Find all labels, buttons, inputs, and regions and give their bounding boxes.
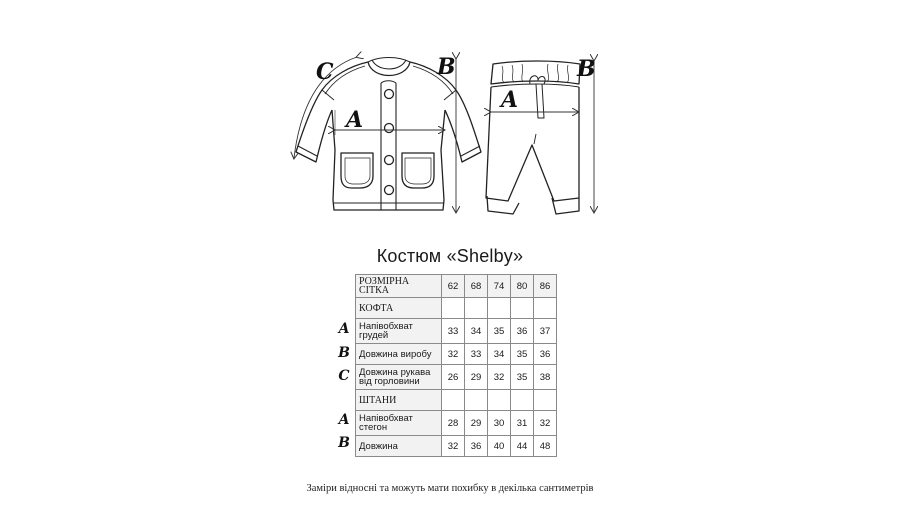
row-label bbox=[356, 365, 442, 390]
value-cell: 26 bbox=[442, 365, 465, 390]
garment-illustrations bbox=[0, 0, 900, 240]
value-cell: 40 bbox=[488, 436, 511, 457]
row-letter-jacket-b: B bbox=[338, 345, 350, 361]
table-header-row bbox=[356, 275, 557, 298]
size-header: 74 bbox=[488, 275, 511, 298]
row-label: Довжина bbox=[356, 436, 442, 457]
measurement-disclaimer: Заміри відносні та можуть мати похибку в декілька сантиметрів bbox=[306, 483, 594, 494]
table-row bbox=[356, 319, 557, 344]
value-cell: 32 bbox=[534, 411, 557, 436]
row-label-line2: грудей bbox=[359, 330, 389, 341]
value-cell: 38 bbox=[534, 365, 557, 390]
value-cell: 33 bbox=[442, 319, 465, 344]
table-row bbox=[356, 344, 557, 365]
row-letter-pants-b: B bbox=[338, 435, 350, 451]
row-label-line1: Напівобхват bbox=[359, 413, 413, 424]
pants-label-b: B bbox=[577, 56, 596, 82]
table-row bbox=[356, 436, 557, 457]
value-cell: 34 bbox=[488, 344, 511, 365]
value-cell: 35 bbox=[511, 344, 534, 365]
pants-drawing bbox=[486, 61, 580, 214]
value-cell: 37 bbox=[534, 319, 557, 344]
size-chart-table bbox=[355, 274, 557, 457]
row-letter-jacket-c: C bbox=[338, 368, 350, 384]
empty-cell bbox=[442, 390, 465, 411]
row-label bbox=[356, 319, 442, 344]
empty-cell bbox=[465, 390, 488, 411]
empty-cell bbox=[511, 298, 534, 319]
value-cell: 30 bbox=[488, 411, 511, 436]
row-label: Довжина виробу bbox=[356, 344, 442, 365]
row-label-line2: стегон bbox=[359, 422, 388, 433]
header-label: РОЗМІРНА СІТКА bbox=[356, 275, 442, 298]
value-cell: 36 bbox=[511, 319, 534, 344]
row-label-line1: Напівобхват bbox=[359, 321, 413, 332]
value-cell: 34 bbox=[465, 319, 488, 344]
size-header: 80 bbox=[511, 275, 534, 298]
row-label-line1: Довжина рукава bbox=[359, 367, 431, 378]
section-row-jacket bbox=[356, 298, 557, 319]
product-title: Костюм «Shelby» bbox=[376, 246, 524, 266]
empty-cell bbox=[488, 390, 511, 411]
size-header: 86 bbox=[534, 275, 557, 298]
size-header: 68 bbox=[465, 275, 488, 298]
empty-cell bbox=[534, 390, 557, 411]
value-cell: 28 bbox=[442, 411, 465, 436]
value-cell: 29 bbox=[465, 365, 488, 390]
table-row bbox=[356, 411, 557, 436]
empty-cell bbox=[534, 298, 557, 319]
value-cell: 31 bbox=[511, 411, 534, 436]
value-cell: 44 bbox=[511, 436, 534, 457]
empty-cell bbox=[465, 298, 488, 319]
value-cell: 35 bbox=[511, 365, 534, 390]
size-header: 62 bbox=[442, 275, 465, 298]
section-row-pants bbox=[356, 390, 557, 411]
value-cell: 33 bbox=[465, 344, 488, 365]
value-cell: 32 bbox=[442, 344, 465, 365]
jacket-label-c: C bbox=[316, 59, 334, 85]
value-cell: 48 bbox=[534, 436, 557, 457]
jacket-label-a: A bbox=[346, 107, 364, 133]
jacket-label-b: B bbox=[437, 54, 456, 80]
value-cell: 29 bbox=[465, 411, 488, 436]
row-label bbox=[356, 411, 442, 436]
value-cell: 32 bbox=[488, 365, 511, 390]
empty-cell bbox=[511, 390, 534, 411]
empty-cell bbox=[488, 298, 511, 319]
row-letter-pants-a: A bbox=[338, 412, 350, 428]
row-letter-jacket-a: A bbox=[338, 321, 350, 337]
section-title: КОФТА bbox=[356, 298, 442, 319]
empty-cell bbox=[442, 298, 465, 319]
section-title: ШТАНИ bbox=[356, 390, 442, 411]
value-cell: 36 bbox=[534, 344, 557, 365]
row-label-line2: від горловини bbox=[359, 376, 420, 387]
value-cell: 35 bbox=[488, 319, 511, 344]
value-cell: 36 bbox=[465, 436, 488, 457]
table-row bbox=[356, 365, 557, 390]
value-cell: 32 bbox=[442, 436, 465, 457]
pants-label-a: A bbox=[501, 87, 519, 113]
